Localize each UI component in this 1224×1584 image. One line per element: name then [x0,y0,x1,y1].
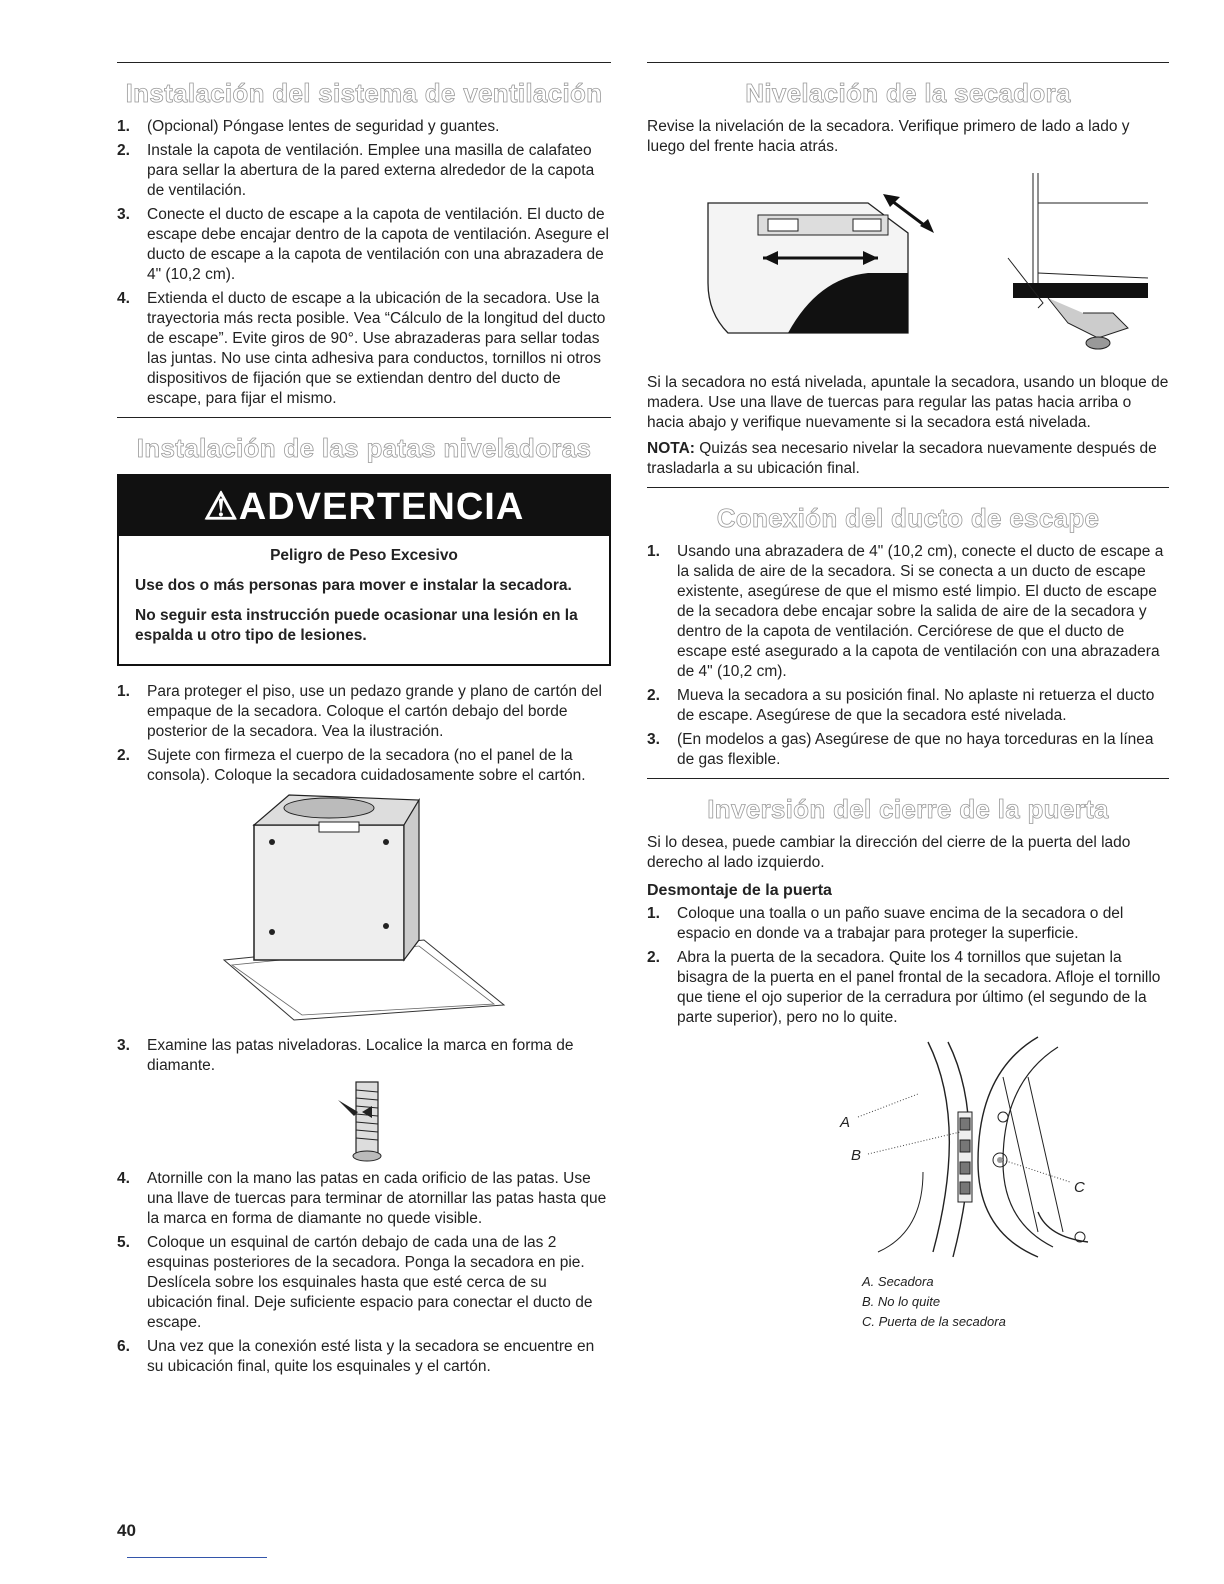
level-check-illustration [668,163,1148,363]
list-item: 1. (Opcional) Póngase lentes de seguridad y guantes. [117,118,500,135]
leveling-steps-b [117,1036,611,1076]
callout-label-c: C [1074,1179,1085,1196]
list-item: 2. Mueva la secadora a su posición final. No aplaste ni retuerza el ducto de escape. Asegúrese de que la secadora esté nivelada. [647,687,1155,724]
leveling-note: NOTA: Quizás sea necesario nivelar la secadora nuevamente después de trasladarla a su ubicación final. [647,440,1157,477]
page-number: 40 [117,1521,136,1540]
warning-box [117,474,611,666]
door-removal-steps [647,904,1169,1028]
figure-captions [862,1272,1169,1332]
left-column [117,62,611,1381]
exhaust-steps [647,542,1169,770]
list-item: 6. Una vez que la conexión esté lista y la secadora se encuentre en su ubicación final, quite los esquinales y el cartón. [117,1338,595,1375]
warning-line-2: No seguir esta instrucción puede ocasionar una lesión en la espalda u otro tipo de lesiones. [135,607,578,644]
section-rule [647,487,1169,488]
warning-triangle-icon: ⚠ [203,486,239,528]
caption-a: A. Secadora [862,1274,934,1289]
list-item: 2. Instale la capota de ventilación. Emplee una masilla de calafateo para sellar la abertura de la pared externa alrededor de la capota de ventilación. [117,142,595,199]
leveling-steps-c [117,1169,611,1377]
list-item: 4. Atornille con la mano las patas en cada orificio de las patas. Use una llave de tuercas para terminar de atornillar las patas hasta que la marca en forma de diamante no quede visible. [117,1170,607,1227]
list-item: 1. Coloque una toalla o un paño suave encima de la secadora o del espacio en donde va a trabajar para proteger la superficie. [647,905,1124,942]
list-item: 5. Coloque un esquinal de cartón debajo de cada una de las 2 esquinas posteriores de la secadora. Ponga la secadora en pie. Deslícela sobre los esquinales hasta que esté cerca de su ubicación final. Deje suficiente espacio para conectar el ducto de escape. [117,1234,593,1331]
list-item: 3. (En modelos a gas) Asegúrese de que no haya torceduras en la línea de gas flexible. [647,731,1154,768]
section-title-leveling-legs: Instalación de las patas niveladoras [136,433,592,463]
door-removal-subhead: Desmontaje de la puerta [647,882,832,899]
warning-body [119,536,609,664]
section-title-leveling-dryer: Nivelación de la secadora [745,78,1071,108]
list-item: 4. Extienda el ducto de escape a la ubicación de la secadora. Use la trayectoria más recta posible. Vea “Cálculo de la longitud del ducto de escape”. Evite giros de 90°. Use abrazaderas para sellar todas las juntas. No use cinta adhesiva para conductos, tornillos ni otros dispositivos de fijación que se extiendan dentro del ducto de escape, para fijar el mismo. [117,290,606,407]
list-item: 3. Conecte el ducto de escape a la capota de ventilación. El ducto de escape debe encajar dentro de la capota de ventilación. Asegure el ducto de escape a la capota de ventilación con una abrazadera de 4" (10,2 cm). [117,206,609,283]
list-item: 3. Examine las patas niveladoras. Localice la marca en forma de diamante. [117,1037,574,1074]
list-item: 1. Usando una abrazadera de 4" (10,2 cm), conecte el ducto de escape a la salida de aire de la secadora. Si se conecta a un ducto de escape existente, asegúrese de que el mismo esté limpio. El ducto de escape de la secadora debe encajar sobre la salida de aire de la secadora y dentro de la capota de ventilación. Cerciórese de que el ducto de escape esté asegurado a la capota de ventilación con una abrazadera de 4" (10,2 cm). [647,543,1164,680]
leveling-intro: Revise la nivelación de la secadora. Verifique primero de lado a lado y luego del frente hacia atrás. [647,118,1130,155]
door-intro: Si lo desea, puede cambiar la dirección del cierre de la puerta del lado derecho al lado izquierdo. [647,834,1131,871]
section-rule [117,417,611,418]
section-title-ventilation: Instalación del sistema de ventilación [125,78,603,108]
leveling-steps-a [117,682,611,786]
callout-label-a: A [840,1114,851,1131]
door-hinge-illustration [708,1032,1108,1272]
callout-label-b: B [851,1147,862,1164]
warning-header: ⚠ADVERTENCIA [119,476,609,536]
footer-rule [127,1557,267,1558]
section-rule [647,778,1169,779]
section-title-exhaust-connection: Conexión del ducto de escape [716,503,1100,533]
section-rule [647,62,1169,63]
ventilation-steps [117,117,611,409]
leveling-leg-illustration [334,1080,394,1165]
list-item: 1. Para proteger el piso, use un pedazo grande y plano de cartón del empaque de la secadora. Coloque el cartón debajo del borde posterior de la secadora. Vea la ilustración. [117,683,602,740]
leveling-paragraph: Si la secadora no está nivelada, apuntale la secadora, usando un bloque de madera. Use una llave de tuercas para regular las patas hacia arriba o hacia abajo y verifique nuevamente si la secadora está nivelada. [647,374,1169,431]
right-column [647,62,1169,1332]
list-item: 2. Abra la puerta de la secadora. Quite los 4 tornillos que sujetan la bisagra de la puerta en el panel frontal de la secadora. Afloje el tornillo que tiene el ojo superior de la cerradura por último (el segundo de la parte superior), pero no lo quite. [647,949,1161,1026]
caption-b: B. No lo quite [862,1294,941,1309]
dryer-on-cardboard-illustration [214,790,514,1030]
section-rule [117,62,611,63]
warning-line-1: Use dos o más personas para mover e instalar la secadora. [135,577,572,594]
section-title-door-reversal: Inversión del cierre de la puerta [707,794,1109,824]
warning-hazard: Peligro de Peso Excesivo [270,547,458,564]
list-item: 2. Sujete con firmeza el cuerpo de la secadora (no el panel de la consola). Coloque la secadora cuidadosamente sobre el cartón. [117,747,586,784]
caption-c: C. Puerta de la secadora [862,1314,1006,1329]
